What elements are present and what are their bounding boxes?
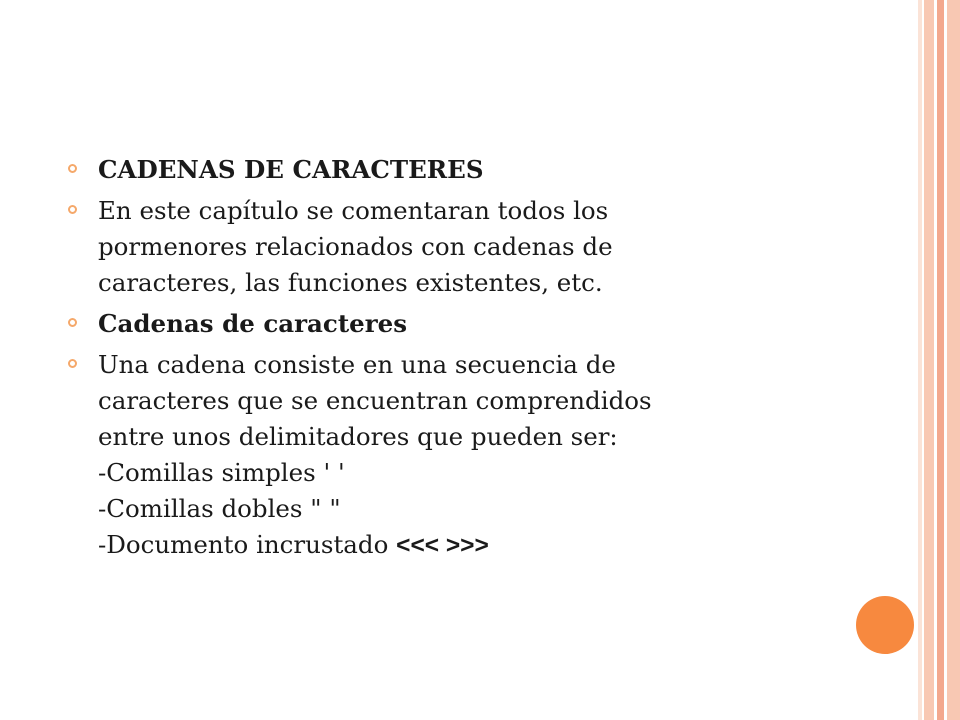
intro-line: pormenores relacionados con cadenas de (98, 232, 613, 261)
bullet-item-intro (68, 193, 888, 301)
definition-line: -Comillas simples ' ' (98, 458, 345, 487)
bullet-item-subheading (68, 306, 888, 342)
stripe (924, 0, 934, 720)
heredoc-symbol: <<< >>> (396, 532, 489, 559)
bullet-title-text: CADENAS DE CARACTERES (98, 155, 484, 184)
bullet-item-definition (68, 347, 888, 564)
definition-line-last (98, 527, 888, 564)
definition-line: Una cadena consiste en una secuencia de (98, 350, 616, 379)
bullet-ring-icon (68, 359, 77, 368)
subheading-text: Cadenas de caracteres (98, 309, 408, 338)
intro-line: En este capítulo se comentaran todos los (98, 196, 609, 225)
bullet-ring-icon (68, 205, 77, 214)
definition-line: -Comillas dobles " " (98, 494, 341, 523)
heredoc-label: -Documento incrustado (98, 530, 397, 559)
slide-content (68, 152, 888, 564)
definition-line: caracteres que se encuentran comprendidos (98, 386, 652, 415)
bullet-ring-icon (68, 318, 77, 327)
stripe (937, 0, 944, 720)
bullet-item-title (68, 152, 888, 188)
intro-line: caracteres, las funciones existentes, etc. (98, 268, 603, 297)
orange-circle-icon (856, 596, 914, 654)
decorative-side-stripes (918, 0, 960, 720)
stripe (947, 0, 960, 720)
bullet-ring-icon (68, 164, 77, 173)
definition-line: entre unos delimitadores que pueden ser: (98, 422, 618, 451)
